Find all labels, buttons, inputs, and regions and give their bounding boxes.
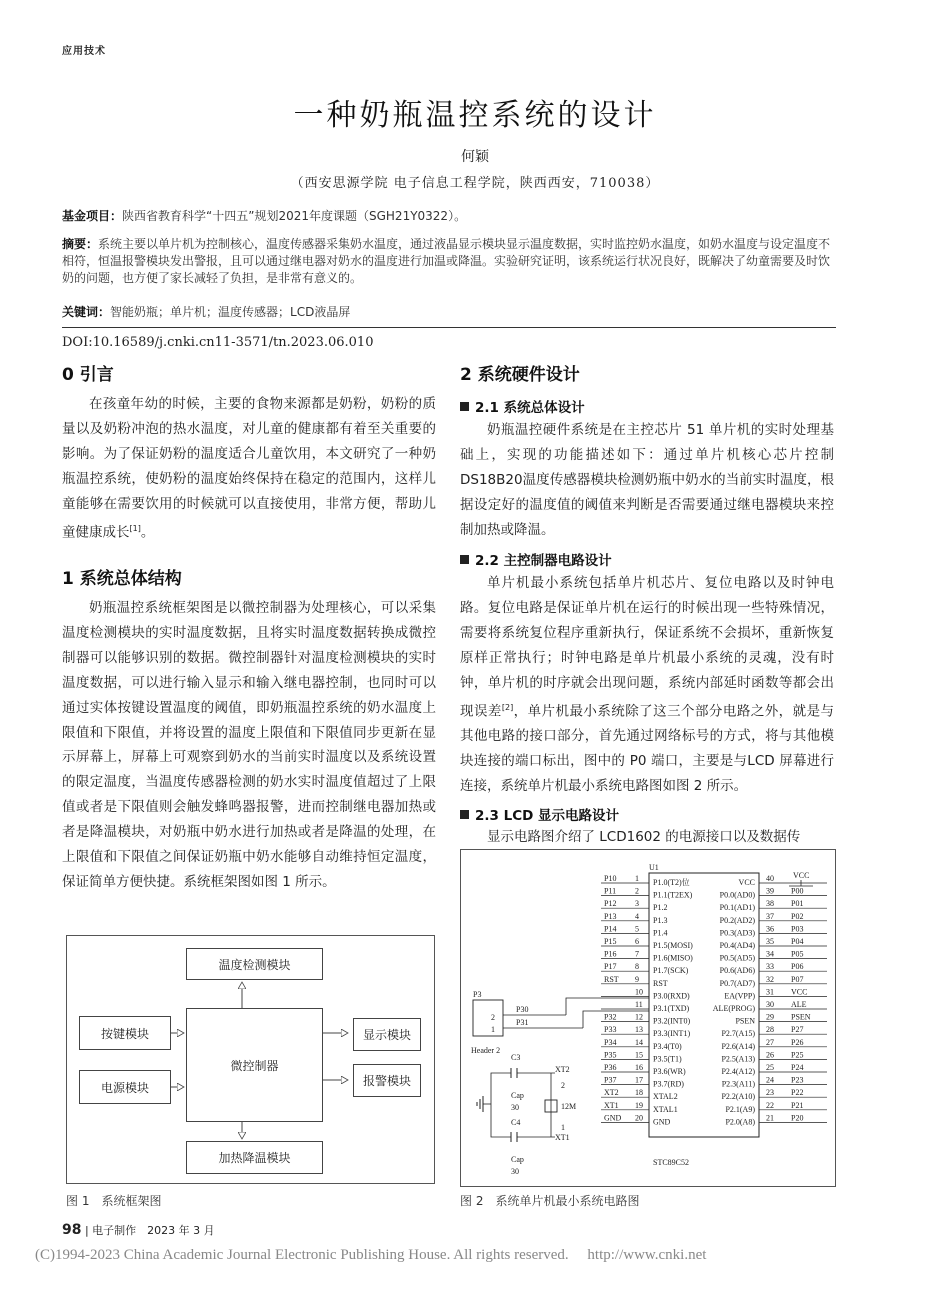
right-pin-net: P21: [791, 1100, 804, 1110]
fund-text: 陕西省教育科学“十四五”规划2021年度课题（SGH21Y0322）。: [122, 209, 467, 223]
xt1-net: XT1: [555, 1133, 570, 1142]
display-box: 显示模块: [353, 1018, 421, 1051]
right-pin-net: ALE: [791, 1000, 807, 1009]
left-pin-function: P1.0(T2)位: [653, 878, 690, 887]
right-pin-net: P25: [791, 1050, 804, 1060]
chip-name: STC89C52: [653, 1158, 690, 1167]
svg-text:1: 1: [491, 1025, 495, 1034]
left-pin-function: P3.3(INT1): [653, 1029, 691, 1039]
section-2-2-paragraph: [460, 571, 834, 799]
left-pin-function: XTAL1: [653, 1104, 678, 1114]
right-pin-function: P0.1(AD1): [719, 903, 755, 913]
c3-cap: Cap: [511, 1091, 524, 1100]
right-pin-number: 24: [766, 1075, 774, 1085]
right-pin-number: 30: [766, 1000, 774, 1009]
left-pin-function: P3.7(RD): [653, 1079, 684, 1089]
left-pin-net: P15: [604, 937, 617, 946]
section-2-2-text-b: ，单片机最小系统除了这三个部分电路之外，就是与其他电路的接口部分，首先通过网络标号的方式，将与其他模块连接的端口标出，图中的 P0 端口，主要是与LCD 屏幕进行连接，系统单片机最小系统电路图如图 2 所示。: [460, 703, 835, 794]
right-pin-number: 28: [766, 1025, 774, 1035]
right-pin-net: PSEN: [791, 1012, 811, 1022]
right-pin-number: 39: [766, 886, 774, 896]
fund-line: [62, 208, 836, 225]
right-pin-net: VCC: [791, 987, 808, 997]
left-pin-net: P36: [604, 1063, 617, 1072]
abstract: [62, 236, 836, 287]
right-pin-net: P26: [791, 1037, 804, 1047]
right-pin-function: P0.0(AD0): [719, 890, 755, 900]
left-pin-net: P32: [604, 1012, 617, 1022]
left-pin-number: 6: [635, 937, 639, 946]
figure-1-frame: [66, 935, 435, 1184]
right-pin-function: P2.6(A14): [721, 1041, 755, 1051]
right-pin-number: 25: [766, 1063, 774, 1072]
left-pin-number: 20: [635, 1113, 643, 1123]
left-pin-net: XT2: [604, 1088, 619, 1098]
power-box: 电源模块: [79, 1070, 171, 1104]
right-pin-number: 38: [766, 899, 774, 909]
alarm-box: 报警模块: [353, 1064, 421, 1097]
left-pin-net: P14: [604, 924, 617, 934]
fund-label: 基金项目：: [62, 209, 123, 223]
left-pin-function: P3.5(T1): [653, 1054, 682, 1064]
left-pin-function: P3.6(WR): [653, 1067, 686, 1076]
left-pin-net: P35: [604, 1050, 617, 1060]
section-2-2-heading: 2.2 主控制器电路设计: [460, 549, 834, 569]
right-pin-net: P20: [791, 1113, 804, 1123]
xt2-net: XT2: [555, 1065, 570, 1074]
schematic: [461, 850, 835, 1186]
section-tag: 应用技术: [62, 46, 106, 57]
right-pin-number: 27: [766, 1037, 774, 1047]
right-pin-function: VCC: [738, 878, 755, 887]
right-pin-function: P0.5(AD5): [719, 953, 755, 963]
right-pin-number: 33: [766, 962, 774, 972]
header-rule: [62, 327, 836, 328]
right-pin-function: P0.4(AD4): [719, 941, 755, 950]
keywords: [62, 304, 836, 321]
page-number: 98: [62, 1222, 82, 1238]
left-pin-net: XT1: [604, 1100, 619, 1110]
right-pin-function: P2.3(A11): [721, 1079, 755, 1089]
right-pin-function: P2.4(A12): [721, 1067, 755, 1076]
affiliation: （西安思源学院 电子信息工程学院，陕西西安，710038）: [290, 176, 660, 191]
right-pin-number: 22: [766, 1100, 774, 1110]
left-pin-number: 4: [635, 911, 639, 921]
copyright: (C)1994-2023 China Academic Journal Electronic Publishing House. All rights reserved. http://www.cnki.net: [35, 1247, 707, 1263]
figure-1-caption: 图 1 系统框架图: [66, 1194, 162, 1208]
section-2-heading: 2 系统硬件设计: [460, 365, 580, 385]
right-pin-number: 40: [766, 874, 774, 883]
left-pin-net: P10: [604, 874, 617, 883]
left-pin-function: P1.5(MOSI): [653, 941, 693, 950]
left-pin-number: 10: [635, 987, 643, 997]
right-pin-function: P2.7(A15): [721, 1029, 755, 1039]
abstract-label: 摘要：: [62, 237, 99, 251]
right-pin-number: 23: [766, 1088, 774, 1098]
section-2-2-text-a: 单片机最小系统包括单片机芯片、复位电路以及时钟电路。复位电路是保证单片机在运行的时候出现一些特殊情况，需要将系统复位程序重新执行，保证系统不会损坏，重新恢复原样正常执行；时钟电路是单片机最小系统的灵魂，没有时钟，单片机的时序就会出现问题，系统内部延时函数等都会出现误差: [460, 575, 834, 720]
temp-detect-box: 温度检测模块: [186, 948, 323, 980]
right-pin-number: 31: [766, 987, 774, 997]
left-pin-net: P13: [604, 911, 617, 921]
right-pin-net: P04: [791, 937, 804, 946]
right-pin-function: ALE(PROG): [712, 1004, 755, 1013]
left-pin-number: 15: [635, 1050, 643, 1060]
right-pin-function: P0.7(AD7): [719, 978, 755, 988]
section-2-1-heading: 2.1 系统总体设计: [460, 396, 834, 416]
right-pin-number: 29: [766, 1012, 774, 1022]
author: 何颖: [461, 149, 489, 165]
citation-2: [2]: [501, 702, 514, 712]
left-pin-number: 7: [635, 949, 639, 959]
right-pin-function: EA(VPP): [724, 991, 755, 1001]
c3-ref: C3: [511, 1053, 521, 1062]
c4-ref: C4: [511, 1118, 521, 1127]
keys-box: 按键模块: [79, 1016, 171, 1050]
section-2-3-heading: 2.3 LCD 显示电路设计: [460, 804, 834, 824]
right-pin-net: P23: [791, 1075, 804, 1085]
c4-val: 30: [511, 1167, 519, 1176]
right-pin-net: P01: [791, 899, 804, 909]
left-pin-number: 11: [635, 1000, 643, 1009]
right-pin-net: P27: [791, 1025, 804, 1035]
right-pin-number: 36: [766, 924, 774, 934]
svg-text:2: 2: [561, 1081, 565, 1090]
right-pin-function: PSEN: [735, 1016, 755, 1026]
left-pin-function: P1.3: [653, 915, 668, 925]
left-pin-net: GND: [604, 1113, 622, 1123]
keywords-text: 智能奶瓶；单片机；温度传感器；LCD液晶屏: [110, 305, 351, 319]
article-title: 一种奶瓶温控系统的设计: [293, 98, 657, 133]
right-pin-net: P22: [791, 1088, 804, 1098]
p31-label: P31: [516, 1018, 529, 1027]
header-connector: [473, 1000, 503, 1036]
right-pin-net: P03: [791, 924, 804, 934]
section-0-end: 。: [140, 524, 155, 541]
section-2-1-paragraph: 奶瓶温控硬件系统是在主控芯片 51 单片机的实时处理基础上，实现的功能描述如下：通过单片机核心芯片控制DS18B20温度传感器模块检测奶瓶中奶水的当前实时温度，根据设定好的温度值的阈值来判断是否需要通过继电器模块来控制加热或降温。: [460, 422, 834, 538]
square-bullet-icon: [460, 555, 469, 564]
right-pin-number: 26: [766, 1050, 774, 1060]
left-pin-number: 12: [635, 1012, 643, 1022]
left-pin-number: 3: [635, 899, 639, 909]
right-pin-function: P0.3(AD3): [719, 928, 755, 938]
right-pin-net: P24: [791, 1063, 804, 1072]
doi: DOI:10.16589/j.cnki.cn11-3571/tn.2023.06.010: [62, 335, 374, 350]
journal-info: | 电子制作 2023 年 3 月: [84, 1224, 215, 1237]
right-pin-net: P07: [791, 974, 804, 984]
section-1-paragraph: 奶瓶温控系统框架图是以微控制器为处理核心，可以采集温度检测模块的实时温度数据，且将实时温度数据转换成微控制器可以能够识别的数据。微控制器针对温度检测模块的实时温度数据，可以进行输入显示和输入继电器控制，也同时可以通过实体按键设置温度的阈值，即奶瓶温控系统的奶水温度上限值和下限值，并将设置的温度上限值和下限值同步更新在显示屏幕上，屏幕上可观察到奶水的当前实时温度以及系统设置的限定温度，当温度传感器检测的奶水实时温度值超过了上限值或者是下限值则会触发蜂鸣器报警，进而控制继电器加热或者是降温模块，对奶瓶中奶水进行加热或者是降温的处理，在上限值和下限值之间保证奶瓶中奶水能够自动维持恒定温度，保证简单方便快捷。系统框架图如图 1 所示。: [62, 600, 436, 890]
svg-text:1: 1: [561, 1123, 565, 1132]
left-pin-function: XTAL2: [653, 1092, 678, 1102]
left-pin-number: 2: [635, 886, 639, 896]
left-pin-function: P1.1(T2EX): [653, 890, 693, 900]
left-pin-number: 14: [635, 1037, 643, 1047]
section-0-paragraph: [62, 392, 436, 545]
square-bullet-icon: [460, 402, 469, 411]
section-1-heading: 1 系统总体结构: [62, 569, 182, 589]
right-pin-number: 21: [766, 1113, 774, 1123]
section-2-3-paragraph: 显示电路图介绍了 LCD1602 的电源接口以及数据传: [487, 829, 801, 845]
left-pin-net: P37: [604, 1075, 617, 1085]
mcu-box: 微控制器: [186, 1008, 323, 1122]
right-pin-net: P02: [791, 911, 804, 921]
right-pin-function: P2.2(A10): [721, 1092, 755, 1102]
citation-1: [1]: [129, 523, 141, 533]
vcc-label: VCC: [793, 871, 810, 880]
right-pin-function: P2.0(A8): [725, 1117, 755, 1127]
section-0-text: 在孩童年幼的时候，主要的食物来源都是奶粉，奶粉的质量以及奶粉冲泡的热水温度，对儿童的健康都有着至关重要的影响。为了保证奶粉的温度适合儿童饮用，本文研究了一种奶瓶温控系统，使奶粉的温度始终保持在稳定的范围内，这样儿童能够在需要饮用的时候就可以直接使用，非常方便，帮助儿童健康成长: [62, 396, 436, 541]
left-pin-number: 1: [635, 874, 639, 883]
left-pin-number: 18: [635, 1088, 643, 1098]
figure-2-frame: [460, 849, 836, 1187]
c4-cap: Cap: [511, 1155, 524, 1164]
left-pin-function: P1.7(SCK): [653, 966, 689, 976]
keywords-label: 关键词：: [62, 305, 111, 319]
svg-text:2: 2: [491, 1013, 495, 1022]
right-pin-number: 37: [766, 911, 774, 921]
left-pin-function: P3.1(TXD): [653, 1004, 690, 1013]
crystal-value: 12M: [561, 1102, 577, 1111]
left-pin-number: 16: [635, 1063, 643, 1072]
left-pin-number: 13: [635, 1025, 643, 1035]
left-pin-net: P17: [604, 962, 617, 972]
right-pin-net: P06: [791, 962, 804, 972]
square-bullet-icon: [460, 810, 469, 819]
left-pin-net: P33: [604, 1025, 617, 1035]
right-pin-number: 35: [766, 937, 774, 946]
page-footer: [62, 1222, 215, 1238]
c3-val: 30: [511, 1103, 519, 1112]
left-pin-number: 9: [635, 974, 639, 984]
section-0-heading: 0 引言: [62, 365, 114, 385]
header-name: Header 2: [471, 1046, 501, 1055]
abstract-text: 系统主要以单片机为控制核心，温度传感器采集奶水温度，通过液晶显示模块显示温度数据，实时监控奶水温度，如奶水温度与设定温度不相符，恒温报警模块发出警报，且可以通过继电器对奶水的温度进行加温或降温。实验研究证明，该系统运行状况良好，既解决了幼童需要及时饮奶的问题，也方便了家长减轻了负担，是非常有意义的。: [62, 237, 831, 285]
left-pin-function: P3.0(RXD): [653, 991, 690, 1001]
right-pin-net: P05: [791, 949, 804, 959]
left-pin-function: P3.4(T0): [653, 1041, 682, 1051]
left-pin-function: RST: [653, 978, 668, 988]
left-pin-net: P12: [604, 899, 617, 909]
right-pin-net: P00: [791, 886, 804, 896]
left-pin-number: 17: [635, 1075, 643, 1085]
left-pin-function: P3.2(INT0): [653, 1016, 691, 1026]
heat-cool-box: 加热降温模块: [186, 1141, 323, 1174]
left-pin-function: P1.4: [653, 928, 668, 938]
left-pin-number: 5: [635, 924, 639, 934]
right-pin-number: 32: [766, 974, 774, 984]
figure-2-caption: 图 2 系统单片机最小系统电路图: [460, 1194, 640, 1208]
left-pin-number: 8: [635, 962, 639, 972]
left-pin-number: 19: [635, 1100, 643, 1110]
right-pin-function: P0.2(AD2): [719, 915, 755, 925]
right-pin-function: P2.1(A9): [725, 1104, 755, 1114]
left-pin-net: P11: [604, 886, 617, 896]
chip-ref: U1: [649, 863, 659, 872]
left-pin-net: P16: [604, 949, 617, 959]
right-pin-number: 34: [766, 949, 774, 959]
left-pin-net: P34: [604, 1037, 617, 1047]
left-pin-function: P1.2: [653, 903, 668, 913]
header-ref: P3: [473, 990, 482, 999]
right-pin-function: P0.6(AD6): [719, 966, 755, 976]
left-pin-net: RST: [604, 974, 619, 984]
p30-label: P30: [516, 1005, 529, 1014]
left-pin-function: P1.6(MISO): [653, 953, 693, 963]
left-pin-function: GND: [653, 1117, 671, 1127]
right-pin-function: P2.5(A13): [721, 1054, 755, 1064]
